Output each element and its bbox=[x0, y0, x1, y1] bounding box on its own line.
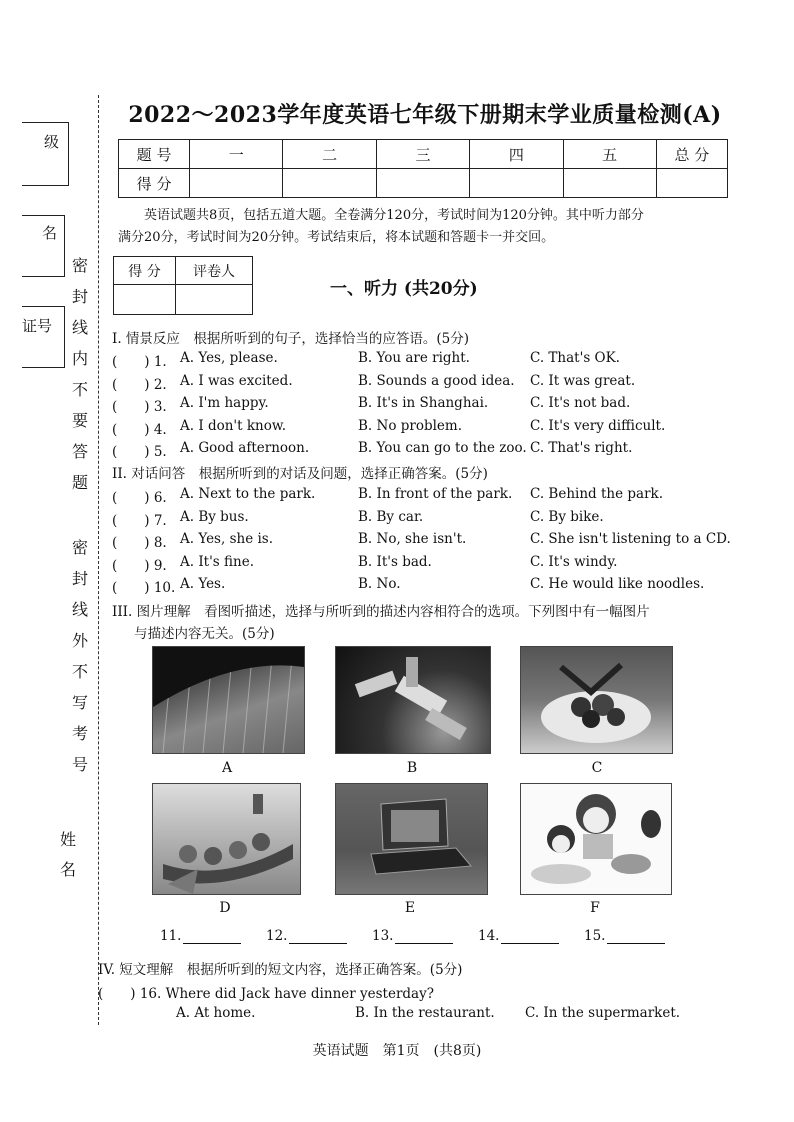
option-b[interactable]: B. By car. bbox=[358, 508, 424, 525]
option-a[interactable]: A. Yes. bbox=[180, 576, 226, 592]
option-a[interactable]: A. I don't know. bbox=[180, 417, 287, 434]
option-c[interactable]: C. By bike. bbox=[530, 508, 604, 525]
picture-label: C bbox=[591, 760, 603, 776]
grader-header: 得 分 bbox=[114, 257, 176, 285]
part3-heading-cont: 与描述内容无关。(5分) bbox=[134, 626, 275, 642]
picture-label: E bbox=[404, 900, 416, 916]
part4-heading: IV. 短文理解 根据所听到的短文内容，选择正确答案。(5分) bbox=[98, 962, 463, 978]
question-number: ( ) 3. bbox=[112, 399, 167, 415]
question-number: ( ) 1. bbox=[112, 354, 167, 370]
blank-number: 14. bbox=[478, 928, 500, 944]
option-b[interactable]: B. No, she isn't. bbox=[358, 531, 467, 547]
option-a[interactable]: A. By bus. bbox=[180, 508, 249, 525]
vertical-char: 要 bbox=[71, 411, 88, 430]
score-header-cell: 三 bbox=[376, 140, 469, 169]
option-a[interactable]: A. It's fine. bbox=[180, 553, 254, 570]
page-footer: 英语试题 第1页 (共8页) bbox=[312, 1043, 482, 1059]
question-number: ( ) 7. bbox=[112, 512, 167, 529]
picture-c-strawberries bbox=[520, 646, 673, 754]
q16-option-b[interactable]: B. In the restaurant. bbox=[355, 1005, 495, 1021]
option-c[interactable]: C. It's very difficult. bbox=[530, 417, 666, 434]
id-label: 证号 bbox=[22, 317, 53, 335]
option-b[interactable]: B. Sounds a good idea. bbox=[358, 372, 515, 389]
option-a[interactable]: A. Yes, please. bbox=[180, 350, 278, 366]
option-c[interactable]: C. She isn't listening to a CD. bbox=[530, 531, 731, 547]
blank-number: 11. bbox=[160, 928, 182, 944]
blank-line[interactable] bbox=[289, 929, 347, 944]
option-b[interactable]: B. No. bbox=[358, 576, 401, 592]
grader-header: 评卷人 bbox=[176, 257, 253, 285]
exam-title: 2022～2023学年度英语七年级下册期末学业质量检测(A) bbox=[128, 102, 722, 128]
option-b[interactable]: B. No problem. bbox=[358, 417, 462, 434]
picture-f-cooking bbox=[520, 783, 672, 895]
vertical-char: 答 bbox=[71, 442, 88, 461]
vertical-char: 写 bbox=[71, 693, 88, 712]
blank-number: 13. bbox=[372, 928, 394, 944]
option-c[interactable]: C. It was great. bbox=[530, 372, 636, 389]
score-header-cell: 四 bbox=[470, 140, 563, 169]
picture-d-dragon-boat bbox=[152, 783, 301, 895]
option-c[interactable]: C. It's not bad. bbox=[530, 395, 631, 411]
blank-line[interactable] bbox=[395, 929, 453, 944]
picture-b-space-station bbox=[335, 646, 491, 754]
vertical-char: 不 bbox=[71, 662, 88, 681]
score-header-cell: 五 bbox=[563, 140, 656, 169]
vertical-char: 密 bbox=[71, 256, 88, 275]
seal-line bbox=[98, 95, 99, 1025]
name-vertical-char: 名 bbox=[59, 860, 76, 879]
vertical-char: 题 bbox=[71, 473, 88, 492]
vertical-char: 外 bbox=[71, 631, 88, 650]
grader-cell[interactable] bbox=[114, 285, 176, 315]
vertical-char: 内 bbox=[71, 349, 88, 368]
vertical-char: 密 bbox=[71, 538, 88, 557]
intro-line: 英语试题共8页，包括五道大题。全卷满分120分，考试时间为120分钟。其中听力部分 bbox=[144, 208, 644, 223]
vertical-char: 封 bbox=[71, 569, 88, 588]
score-cell[interactable] bbox=[283, 169, 376, 198]
picture-answer-blank[interactable] bbox=[584, 928, 665, 944]
vertical-char: 不 bbox=[71, 380, 88, 399]
part1-heading: I. 情景反应 根据所听到的句子，选择恰当的应答语。(5分) bbox=[112, 331, 470, 347]
picture-answer-blank[interactable] bbox=[160, 928, 241, 944]
option-c[interactable]: C. That's right. bbox=[530, 440, 633, 456]
option-b[interactable]: B. In front of the park. bbox=[358, 486, 513, 502]
option-c[interactable]: C. That's OK. bbox=[530, 350, 620, 366]
blank-number: 15. bbox=[584, 928, 606, 944]
score-row-label: 得 分 bbox=[119, 169, 190, 198]
score-header-cell: 二 bbox=[283, 140, 376, 169]
score-header-cell: 总 分 bbox=[656, 140, 727, 169]
score-cell[interactable] bbox=[656, 169, 727, 198]
option-a[interactable]: A. Next to the park. bbox=[180, 486, 316, 502]
intro-line: 满分20分，考试时间为20分钟。考试结束后，将本试题和答题卡一并交回。 bbox=[118, 230, 555, 245]
section-title: 一、听力 (共20分) bbox=[330, 279, 478, 299]
vertical-char: 线 bbox=[71, 600, 88, 619]
option-a[interactable]: A. I was excited. bbox=[180, 372, 293, 389]
q16-option-a[interactable]: A. At home. bbox=[176, 1005, 256, 1021]
option-a[interactable]: A. I'm happy. bbox=[180, 395, 269, 411]
option-c[interactable]: C. Behind the park. bbox=[530, 486, 663, 502]
exam-intro bbox=[118, 205, 738, 249]
q16-option-c[interactable]: C. In the supermarket. bbox=[525, 1005, 681, 1021]
score-header-cell: 题 号 bbox=[119, 140, 190, 169]
picture-answer-blank[interactable] bbox=[266, 928, 347, 944]
question-number: ( ) 2. bbox=[112, 376, 167, 393]
option-b[interactable]: B. You are right. bbox=[358, 350, 470, 366]
blank-line[interactable] bbox=[501, 929, 559, 944]
picture-label: F bbox=[590, 900, 600, 916]
vertical-char: 封 bbox=[71, 287, 88, 306]
question-number: ( ) 4. bbox=[112, 421, 167, 438]
picture-e-laptop bbox=[335, 783, 488, 895]
option-c[interactable]: C. It's windy. bbox=[530, 553, 618, 570]
option-a[interactable]: A. Yes, she is. bbox=[180, 531, 274, 547]
id-box bbox=[22, 306, 65, 368]
part3-heading: III. 图片理解 看图听描述，选择与所听到的描述内容相符合的选项。下列图中有一幅图片 bbox=[112, 604, 650, 620]
score-table bbox=[118, 139, 728, 198]
question-number: ( ) 9. bbox=[112, 557, 167, 574]
picture-label: D bbox=[219, 900, 231, 916]
name-box bbox=[22, 215, 65, 277]
grader-table bbox=[113, 256, 253, 315]
option-b[interactable]: B. You can go to the zoo. bbox=[358, 440, 527, 456]
score-header-cell: 一 bbox=[190, 140, 283, 169]
vertical-char: 考 bbox=[71, 724, 88, 743]
score-cell[interactable] bbox=[190, 169, 283, 198]
question-number: ( ) 8. bbox=[112, 535, 167, 551]
option-c[interactable]: C. He would like noodles. bbox=[530, 576, 705, 592]
picture-answer-blank[interactable] bbox=[372, 928, 453, 944]
option-a[interactable]: A. Good afternoon. bbox=[180, 440, 310, 456]
question-number: ( ) 10. bbox=[112, 580, 176, 596]
score-cell[interactable] bbox=[376, 169, 469, 198]
picture-a-rain bbox=[152, 646, 305, 754]
option-b[interactable]: B. It's in Shanghai. bbox=[358, 395, 489, 411]
picture-label: B bbox=[406, 760, 418, 776]
picture-answer-blank[interactable] bbox=[478, 928, 559, 944]
score-cell[interactable] bbox=[470, 169, 563, 198]
score-cell[interactable] bbox=[563, 169, 656, 198]
question-number: ( ) 5. bbox=[112, 444, 167, 460]
question-number: ( ) 6. bbox=[112, 490, 167, 506]
option-b[interactable]: B. It's bad. bbox=[358, 553, 432, 570]
name-box-label: 名 bbox=[42, 224, 58, 242]
class-label: 级 bbox=[44, 133, 60, 151]
class-box bbox=[22, 122, 69, 186]
vertical-char: 线 bbox=[71, 318, 88, 337]
blank-line[interactable] bbox=[183, 929, 241, 944]
question-16: ( ) 16. Where did Jack have dinner yesterday? bbox=[98, 986, 434, 1002]
picture-label: A bbox=[221, 760, 233, 776]
grader-cell[interactable] bbox=[176, 285, 253, 315]
name-vertical-char: 姓 bbox=[59, 830, 76, 849]
blank-line[interactable] bbox=[607, 929, 665, 944]
vertical-char: 号 bbox=[71, 755, 88, 774]
part2-heading: II. 对话问答 根据所听到的对话及问题，选择正确答案。(5分) bbox=[112, 466, 488, 482]
blank-number: 12. bbox=[266, 928, 288, 944]
